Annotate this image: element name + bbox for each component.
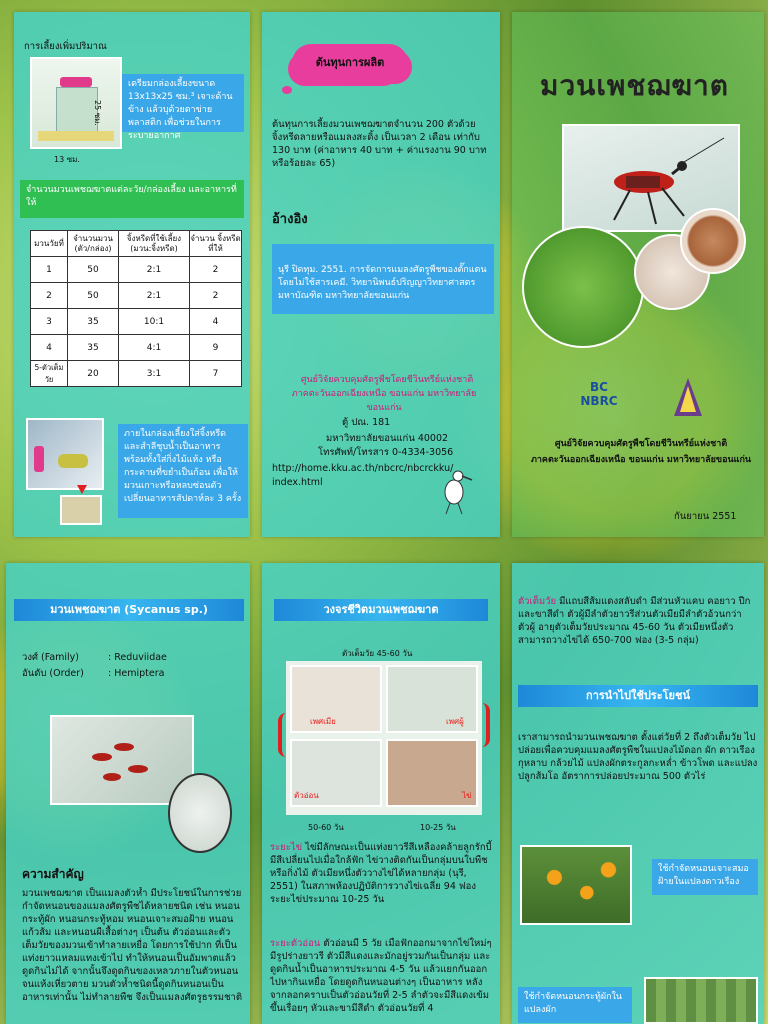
cell: 2 — [190, 283, 242, 309]
cell: 7 — [190, 361, 242, 387]
col-header: จิ้งหรีดที่ใช้เลี้ยง (มวน:จิ้งหรีด) — [119, 231, 190, 257]
cell: 9 — [190, 335, 242, 361]
rearing-heading: การเลี้ยงเพิ่มปริมาณ — [24, 41, 107, 52]
lifecycle-title: วงจรชีวิตมวนเพชฌฆาต — [323, 603, 439, 616]
usage-title: การนำไปใช้ประโยชน์ — [586, 689, 690, 702]
adult-duration-label: ตัวเต็มวัย 45-60 วัน — [342, 649, 413, 658]
cell: 1 — [31, 257, 68, 283]
cycle-arrow-left-icon — [278, 713, 292, 757]
cycle-arrow-right-icon — [476, 703, 490, 747]
table-row — [31, 283, 242, 309]
stork-logo-icon — [434, 466, 474, 516]
lifecycle-diagram — [286, 661, 482, 815]
egg-stage-body: ไข่มีลักษณะเป็นแท่งยาวรีสีเหลืองคล้ายลูกรักบี้ มีสีเปลี่ยนไปเมื่อใกล้ฟัก ไข่วางติดกันเป็นกลุ่มบนใบพืชหรือกิ่งไม้ ตัวเมียหนึ่งตัววางไข่ได้หลายกลุ่ม (นุรี, 2551) ในสภาพห้องปฏิบัติการวางไข่เฉลี่ย 94 ฟอง ระยะไข่ประมาณ 10-25 วัน — [270, 842, 492, 905]
box-height-label: 25 ซม. — [93, 100, 102, 126]
cover-title: มวนเพชฌฆาต — [540, 69, 729, 102]
website-url[interactable]: http://home.kku.ac.th/nbcrc/nbcrckku/ — [272, 463, 454, 474]
feeding-description: ภายในกล่องเลี้ยงใส่จิ้งหรีด และสำลีชุบน้ำเป็นอาหาร พร้อมทั้งใส่กิ่งไม้แห้ง หรือกระดาษที่ขยำเป็นก้อน เพื่อให้มวนเกาะหรือหลบซ่อนตัว เปลี่ยนอาหารสัปดาห์ละ 3 ครั้ง — [118, 424, 248, 518]
nymph-stage-body: ตัวอ่อนมี 5 วัย เมื่อฟักออกมาจากไข่ใหม่ๆ มีรูปร่างยาวรี ตัวมีสีแดงและมักอยู่รวมกันเป็นกลุ่ม และดูดกินน้ำเป็นอาหารประมาณ 4-5 วัน แล้วแยกกันออกไปหากินเหยื่อ โดยดูดกินหนอนต่างๆ เป็นอาหาร หลังจากลอกคราบเป็นตัวอ่อนวัยที่ 2-5 ลำตัวจะมีสีแดงเข้มขึ้นเรื่อยๆ หัวและขามีสีดำ ตัวอ่อนวัยที่ 4 — [270, 938, 492, 1014]
cover-center-line1: ศูนย์วิจัยควบคุมศัตรูพืชโดยชีวินทรีย์แห่งชาติ — [554, 439, 728, 449]
nymph-stage-text — [270, 937, 496, 1023]
nymph-stage-title: ระยะตัวอ่อน — [270, 938, 321, 949]
nymph-label: ตัวอ่อน — [294, 791, 319, 800]
reference-text: นุรี ปิดทุม. 2551. การจัดการแมลงศัตรูพืชของตั๊กแตนโดยไม่ใช้สารเคมี. วิทยานิพนธ์ปริญญาวิทยาศาสตรมหาบัณฑิต มหาวิทยาลัยขอนแก่น — [272, 244, 494, 314]
box-description: เตรียมกล่องเลี้ยงขนาด 13x13x25 ซม.³ เจาะด้านข้าง แล้วบุด้วยตาข่ายพลาสติก เพื่อช่วยในการระบายอากาศ — [122, 74, 244, 132]
box-width-label: 13 ซม. — [54, 155, 80, 164]
cell: 2 — [31, 283, 68, 309]
cost-title: ต้นทุนการผลิต — [315, 56, 385, 69]
usage-box-marigold: ใช้กำจัดหนอนเจาะสมอฝ้ายในแปลงดาวเรือง — [652, 859, 758, 895]
female-label: เพศเมีย — [310, 717, 336, 726]
bug-photo-eggs — [680, 208, 746, 274]
arrow-icon — [77, 485, 87, 494]
panel-cover — [512, 12, 764, 537]
panel-usage — [512, 563, 764, 1024]
order-value: : Hemiptera — [108, 668, 165, 679]
cell: 4:1 — [119, 335, 190, 361]
importance-text: มวนเพชฌฆาต เป็นแมลงตัวห้ำ มีประโยชน์ในการช่วยกำจัดหนอนของแมลงศัตรูพืชได้หลายชนิด เช่น หนอนกระทู้ผัก หนอนกระทู้หอม หนอนเจาะสมอฝ้าย หนอนแก้วส้ม และหนอนผีเสื้อต่างๆ เป็นต้น ตัวอ่อนและตัวเต็มวัยของมวนเข้าทำลายเหยื่อ โดยการใช้ปาก ที่เป็นแท่งยาวแหลมแทงเข้าไป ทำให้หนอนเป็นอัมพาตแล้วดูดกินไม่ได้ จากนั้นจึงดูดกินของเหลวภายในตัวหนอนจนแห้งเหี่ยวตาย มวนตัวห้ำชนิดนี้ดูดกินหนอนเป็นอาหารเท่านั้น ไม่ทำลายพืช จึงเป็นแมลงศัตรูธรรมชาติ — [22, 888, 243, 1003]
panel-taxonomy — [6, 563, 250, 1024]
table-row — [31, 309, 242, 335]
center-name-line1: ศูนย์วิจัยควบคุมศัตรูพืชโดยชีวินทรีย์แห่งชาติ — [300, 375, 474, 385]
col-header: จำนวน จิ้งหรีดที่ให้ — [190, 231, 242, 257]
feeding-jar-photo — [26, 418, 104, 490]
usage-banner — [518, 685, 758, 707]
rearing-table — [30, 230, 242, 387]
cell: 35 — [68, 335, 119, 361]
male-photo — [386, 665, 478, 733]
cell: 20 — [68, 361, 119, 387]
cover-date: กันยายน 2551 — [674, 511, 737, 522]
center-name-line2: ภาคตะวันออกเฉียงเหนือ ขอนแก่น มหาวิทยาลัยขอนแก่น — [291, 389, 477, 413]
bug-photo-nymph — [522, 226, 644, 348]
panel-rearing — [14, 12, 250, 537]
col-header: มวนวัยที่ — [31, 231, 68, 257]
jar-base — [38, 131, 114, 141]
cell: 3 — [31, 309, 68, 335]
family-label: วงศ์ (Family) — [22, 652, 80, 663]
panel-cost — [262, 12, 500, 537]
address-line1: ตู้ ปณ. 181 — [342, 417, 391, 428]
table-row — [31, 257, 242, 283]
cell: 50 — [68, 283, 119, 309]
cell: 35 — [68, 309, 119, 335]
family-value: : Reduviidae — [108, 652, 167, 663]
adult-stage-body: มีแถบสีส้มแดงสลับดำ มีส่วนหัวแคบ คอยาว ปีกและขาสีดำ ตัวผู้มีลำตัวยาวรีส่วนตัวเมียมีลำตัวอ้วนกว่าตัวผู้ อายุตัวเต็มวัยประมาณ 45-60 วัน ตัวเมียหนึ่งตัวสามารถวางไข่ได้ 650-700 ฟอง (3-5 กลุ่ม) — [518, 596, 751, 646]
rearing-box-photo — [30, 57, 122, 149]
egg-label: ไข่ — [462, 791, 472, 800]
egg-duration: 10-25 วัน — [420, 823, 456, 832]
cell: 4 — [190, 309, 242, 335]
bug-single-photo — [168, 773, 232, 853]
website-url-cont[interactable]: index.html — [272, 477, 323, 488]
male-label: เพศผู้ — [446, 717, 464, 726]
reference-title: อ้างอิง — [272, 212, 308, 227]
address-line3: โทรศัพท์/โทรสาร 0-4334-3056 — [318, 447, 454, 458]
cover-center-line2: ภาคตะวันออกเฉียงเหนือ ขอนแก่น มหาวิทยาลัยขอนแก่น — [530, 455, 752, 465]
adult-stage-title: ตัวเต็มวัย — [518, 596, 557, 607]
cricket-photo — [60, 495, 102, 525]
center-logo — [570, 380, 628, 426]
logo-text: BC NBRC — [580, 380, 618, 408]
cell: 10:1 — [119, 309, 190, 335]
adult-stage-text — [518, 595, 758, 647]
address-line2: มหาวิทยาลัยขอนแก่น 40002 — [326, 433, 449, 444]
taxonomy-banner — [14, 599, 244, 621]
food-cluster — [58, 454, 88, 468]
usage-text: เราสามารถนำมวนเพชฌฆาต ตั้งแต่วัยที่ 2 ถึงตัวเต็มวัย ไปปล่อยเพื่อควบคุมแมลงศัตรูพืชในแปลงไม้ดอก ผัก ดาวเรือง กุหลาบ กล้วยไม้ แปลงผักตระกูลกะหล่ำ ข้าวโพด และแปลงปลูกส้มโอ อัตราการปล่อยประมาณ 500 ตัวไร่ — [518, 732, 758, 782]
panel-lifecycle — [262, 563, 500, 1024]
cost-title-cloud — [292, 44, 408, 82]
egg-stage-text — [270, 841, 496, 906]
cell: 4 — [31, 335, 68, 361]
egg-stage-title: ระยะไข่ — [270, 842, 303, 853]
usage-box-vegetable: ใช้กำจัดหนอนกระทู้ผักในแปลงผัก — [518, 987, 632, 1023]
taxonomy-title: มวนเพชฌฆาต (Sycanus sp.) — [50, 603, 208, 616]
jar-lid — [34, 446, 44, 472]
cell: 2:1 — [119, 283, 190, 309]
table-caption: จำนวนมวนเพชฌฆาตแต่ละวัย/กล่องเลี้ยง และอาหารที่ให้ — [20, 180, 244, 218]
cell: 50 — [68, 257, 119, 283]
col-header: จำนวนมวน (ตัว/กล่อง) — [68, 231, 119, 257]
table-header-row — [31, 231, 242, 257]
table-row — [31, 335, 242, 361]
jar-lid — [60, 77, 92, 87]
cell: 5-ตัวเต็มวัย — [31, 361, 68, 387]
cell: 3:1 — [119, 361, 190, 387]
vegetable-field-photo — [644, 977, 758, 1024]
importance-title: ความสำคัญ — [22, 867, 84, 881]
female-photo — [290, 665, 382, 733]
marigold-field-photo — [520, 845, 632, 925]
nymph-duration: 50-60 วัน — [308, 823, 344, 832]
cost-text: ต้นทุนการเลี้ยงมวนเพชฌฆาตจำนวน 200 ตัวด้วยจิ้งหรีดลายหรือแมลงสะดิ้ง เป็นเวลา 2 เดือน เท่ากับ 130 บาท (ค่าอาหาร 40 บาท + ค่าแรงงาน 90 บาท หรือร้อยละ 65) — [272, 119, 487, 169]
university-seal-icon — [670, 376, 706, 422]
cell: 2 — [190, 257, 242, 283]
order-label: อันดับ (Order) — [22, 668, 84, 679]
cloud-puff — [282, 86, 292, 94]
bug-cluster-icon — [52, 717, 192, 803]
lifecycle-banner — [274, 599, 488, 621]
cell: 2:1 — [119, 257, 190, 283]
table-row — [31, 361, 242, 387]
